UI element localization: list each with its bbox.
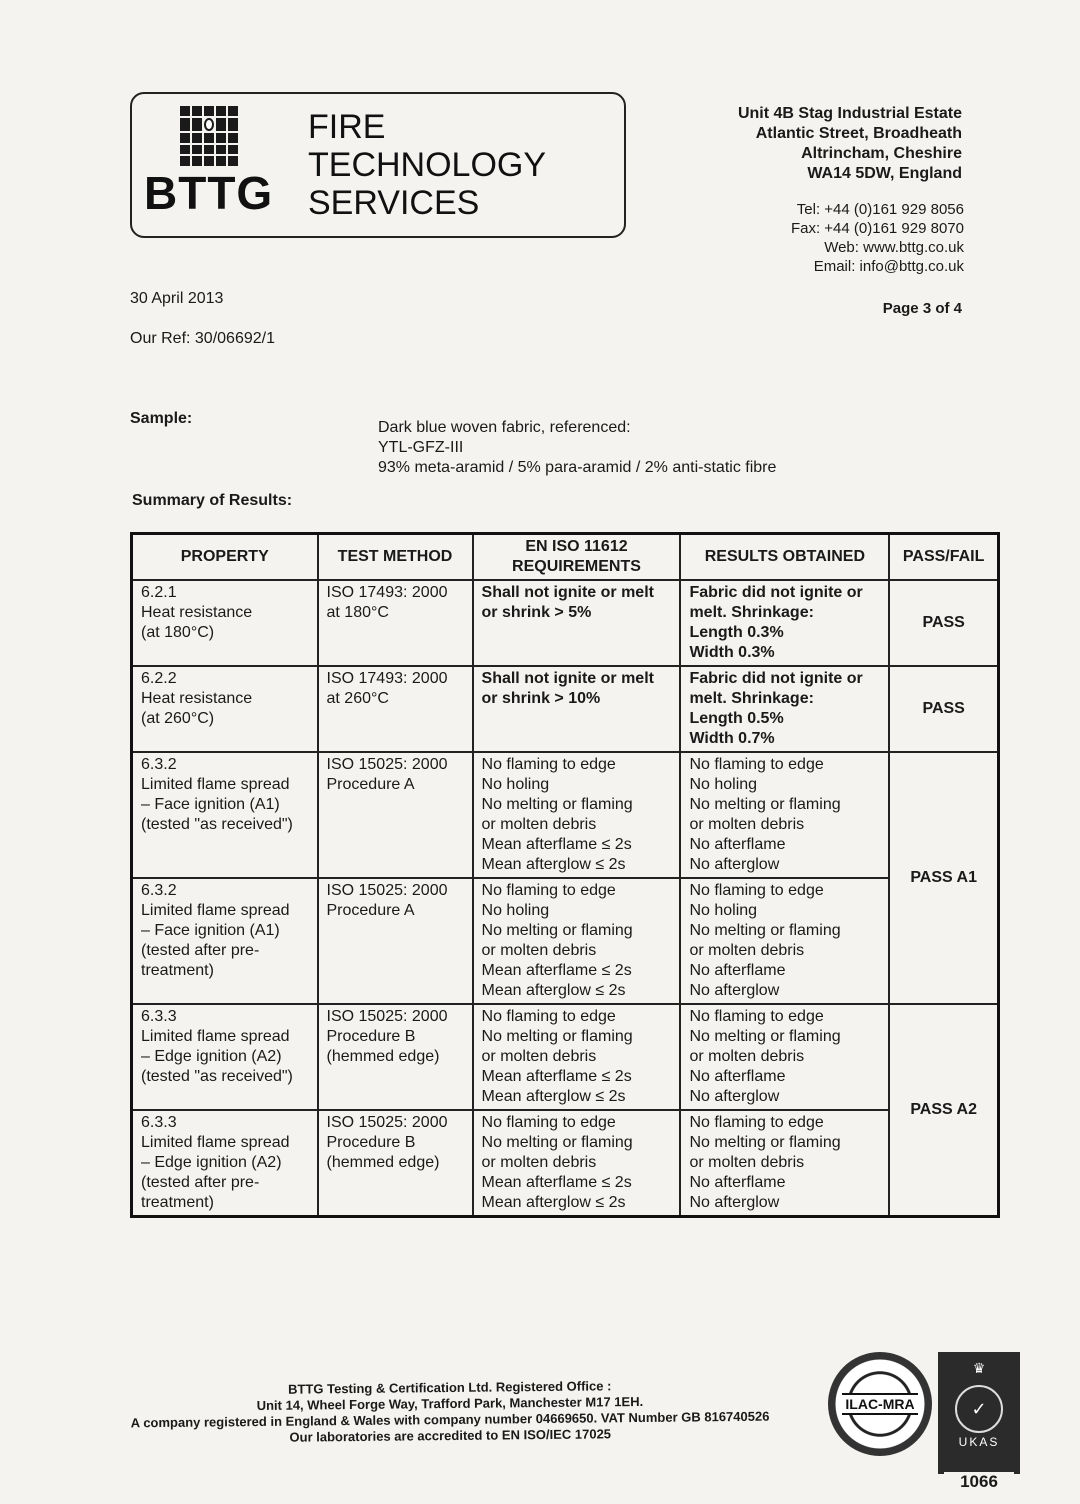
report-date: 30 April 2013 <box>130 290 224 307</box>
ilac-mra-seal-icon: ILAC-MRA <box>828 1352 932 1456</box>
bttg-logo-icon <box>180 106 238 166</box>
results-table <box>130 532 1000 1218</box>
header-pass-fail: PASS/FAIL <box>889 534 998 581</box>
result-cell: Fabric did not ignite or melt. Shrinkage: Length 0.5% Width 0.7% <box>680 666 889 752</box>
header-requirements: EN ISO 11612 REQUIREMENTS <box>473 534 681 581</box>
sample-description: Dark blue woven fabric, referenced: YTL-GFZ-III 93% meta-aramid / 5% para-aramid / 2% anti-static fibre <box>378 419 777 476</box>
method-cell: ISO 15025: 2000 Procedure B (hemmed edge) <box>318 1004 473 1110</box>
pass-fail-cell: PASS <box>889 666 998 752</box>
property-cell: 6.3.2 Limited flame spread – Face ignition (A1) (tested after pre- treatment) <box>132 878 318 1004</box>
company-address: Unit 4B Stag Industrial Estate Atlantic Street, Broadheath Altrincham, Cheshire WA14 5DW, England <box>737 105 962 182</box>
method-cell: ISO 17493: 2000 at 180°C <box>318 580 473 666</box>
method-cell: ISO 15025: 2000 Procedure A <box>318 752 473 878</box>
requirement-cell: No flaming to edge No melting or flaming or molten debris Mean afterflame ≤ 2s Mean afterglow ≤ 2s <box>473 1004 681 1110</box>
method-cell: ISO 15025: 2000 Procedure A <box>318 878 473 1004</box>
header-test-method: TEST METHOD <box>318 534 473 581</box>
table-row <box>132 1004 999 1110</box>
ukas-number: 1066 <box>944 1472 1014 1492</box>
result-cell: No flaming to edge No holing No melting or flaming or molten debris No afterflame No afterglow <box>680 878 889 1004</box>
table-row <box>132 666 999 752</box>
header-property: PROPERTY <box>132 534 318 581</box>
result-cell: No flaming to edge No melting or flaming or molten debris No afterflame No afterglow <box>680 1004 889 1110</box>
table-row <box>132 580 999 666</box>
method-cell: ISO 17493: 2000 at 260°C <box>318 666 473 752</box>
table-row <box>132 752 999 878</box>
summary-title: Summary of Results: <box>132 492 293 509</box>
table-row <box>132 878 999 1004</box>
property-cell: 6.3.3 Limited flame spread – Edge ignition (A2) (tested "as received") <box>132 1004 318 1110</box>
sample-label: Sample: <box>130 410 193 427</box>
requirement-cell: No flaming to edge No holing No melting or flaming or molten debris Mean afterflame ≤ 2s Mean afterglow ≤ 2s <box>473 752 681 878</box>
pass-fail-cell: PASS A2 <box>889 1004 998 1217</box>
ukas-tick-icon: ✓ <box>955 1385 1003 1433</box>
property-cell: 6.3.2 Limited flame spread – Face ignition (A1) (tested "as received") <box>132 752 318 878</box>
property-cell: 6.3.3 Limited flame spread – Edge ignition (A2) (tested after pre- treatment) <box>132 1110 318 1217</box>
pass-fail-cell: PASS <box>889 580 998 666</box>
logo-text: FIRE TECHNOLOGY SERVICES <box>308 108 547 222</box>
ukas-accreditation-icon: ♛ ✓ UKAS <box>938 1352 1020 1474</box>
logo-name: BTTG <box>144 167 274 219</box>
crown-icon: ♛ <box>972 1360 986 1376</box>
property-cell: 6.2.2 Heat resistance (at 260°C) <box>132 666 318 752</box>
requirement-cell: No flaming to edge No holing No melting or flaming or molten debris Mean afterflame ≤ 2s Mean afterglow ≤ 2s <box>473 878 681 1004</box>
page-number: Page 3 of 4 <box>882 300 962 317</box>
pass-fail-cell: PASS A1 <box>889 752 998 1004</box>
result-cell: Fabric did not ignite or melt. Shrinkage: Length 0.3% Width 0.3% <box>680 580 889 666</box>
property-cell: 6.2.1 Heat resistance (at 180°C) <box>132 580 318 666</box>
footer: BTTG Testing & Certification Ltd. Registered Office : Unit 14, Wheel Forge Way, Trafford Park, Manchester M17 1EH. A company registered in England & Wales with company number 04669650. VAT Number GB 816740526 Our laboratories are accredited to EN ISO/IEC 17025 <box>130 1378 770 1445</box>
table-row <box>132 1110 999 1217</box>
requirement-cell: Shall not ignite or melt or shrink > 5% <box>473 580 681 666</box>
requirement-cell: No flaming to edge No melting or flaming or molten debris Mean afterflame ≤ 2s Mean afterglow ≤ 2s <box>473 1110 681 1217</box>
report-reference: Our Ref: 30/06692/1 <box>130 330 275 347</box>
table-header-row <box>132 534 999 581</box>
result-cell: No flaming to edge No melting or flaming or molten debris No afterflame No afterglow <box>680 1110 889 1217</box>
method-cell: ISO 15025: 2000 Procedure B (hemmed edge) <box>318 1110 473 1217</box>
company-contact: Tel: +44 (0)161 929 8056 Fax: +44 (0)161 929 8070 Web: www.bttg.co.uk Email: info@bttg.co.uk <box>790 201 964 275</box>
company-logo <box>130 92 626 238</box>
requirement-cell: Shall not ignite or melt or shrink > 10% <box>473 666 681 752</box>
result-cell: No flaming to edge No holing No melting or flaming or molten debris No afterflame No afterglow <box>680 752 889 878</box>
header-results: RESULTS OBTAINED <box>680 534 889 581</box>
